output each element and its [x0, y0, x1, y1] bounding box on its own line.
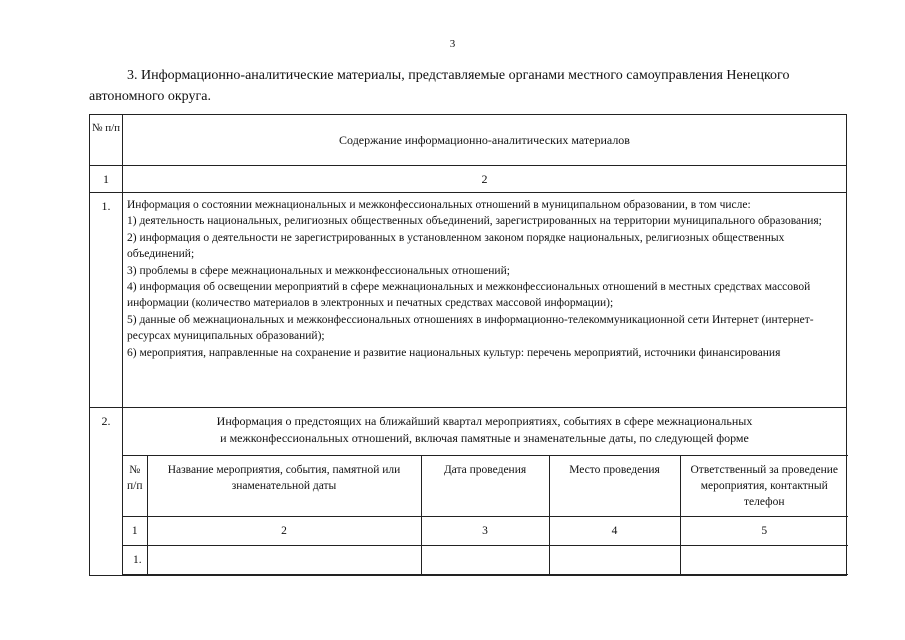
content-line: 2) информация о деятельности не зарегистрированных в установленном законом порядке национальных, религиозных общественных объединений;: [127, 231, 785, 261]
form-entry-cell: [549, 546, 680, 575]
form-title: [123, 408, 846, 455]
form-entry-cell: [147, 546, 421, 575]
content-line: 6) мероприятия, направленные на сохранение и развитие национальных культур: перечень мероприятий, источники финансирования: [127, 346, 781, 359]
content-line: 3) проблемы в сфере межнациональных и межконфессиональных отношений;: [127, 264, 510, 277]
form-entry-cell: [680, 546, 848, 575]
form-header-place: Место проведения: [549, 456, 680, 517]
row-content: [123, 408, 847, 576]
form-header-number: № п/п: [123, 456, 147, 517]
table-row: [90, 408, 847, 576]
form-header-row: [123, 456, 848, 517]
row-number: 2.: [90, 408, 123, 576]
form-entry-cell: [421, 546, 549, 575]
row-number: 1.: [90, 193, 123, 408]
content-line: 5) данные об межнациональных и межконфессиональных отношениях в информационно-телекоммуникационной сети Интернет (интернет-ресурсах муниципальных образований);: [127, 313, 814, 343]
form-header-name: Название мероприятия, события, памятной или знаменательной даты: [147, 456, 421, 517]
numbering-col2: 2: [123, 166, 847, 193]
form-header-date: Дата проведения: [421, 456, 549, 517]
form-entry-row: [123, 546, 848, 575]
materials-table: [89, 114, 847, 576]
form-header-responsible: Ответственный за проведение мероприятия, контактный телефон: [680, 456, 848, 517]
form-title-line: Информация о предстоящих на ближайший квартал мероприятиях, событиях в сфере межнациональных: [216, 414, 753, 428]
form-numbering-cell: 4: [549, 517, 680, 546]
form-numbering-cell: 1: [123, 517, 147, 546]
numbering-row: [90, 166, 847, 193]
content-line: 1) деятельность национальных, религиозных общественных объединений, зарегистрированных на территории муниципального образования;: [127, 215, 822, 228]
form-numbering-cell: 5: [680, 517, 848, 546]
form-entry-number: 1.: [123, 546, 147, 575]
page-number: 3: [449, 38, 456, 50]
form-numbering-cell: 3: [421, 517, 549, 546]
row-content: [123, 193, 847, 408]
content-line: 4) информация об освещении мероприятий в сфере межнациональных и межконфессиональных отношений в местных средствах массовой информации (количество материалов в электронных и печатных средствах массовой информации);: [127, 281, 811, 310]
events-form-table: [123, 455, 848, 575]
form-numbering-cell: 2: [147, 517, 421, 546]
header-title-cell: Содержание информационно-аналитических материалов: [123, 115, 847, 166]
header-row: [90, 115, 847, 166]
numbering-col1: 1: [90, 166, 123, 193]
form-title-line: и межконфессиональных отношений, включая памятные и знаменательные даты, по следующей форме: [220, 431, 749, 445]
header-number-cell: № п/п: [90, 115, 123, 166]
form-numbering-row: [123, 517, 848, 546]
table-row: [90, 193, 847, 408]
content-line: Информация о состоянии межнациональных и межконфессиональных отношений в муниципальном образовании, в том числе:: [127, 199, 751, 211]
intro-paragraph: 3. Информационно-аналитические материалы, представляемые органами местного самоуправления Ненецкого автономного округа.: [89, 68, 790, 104]
